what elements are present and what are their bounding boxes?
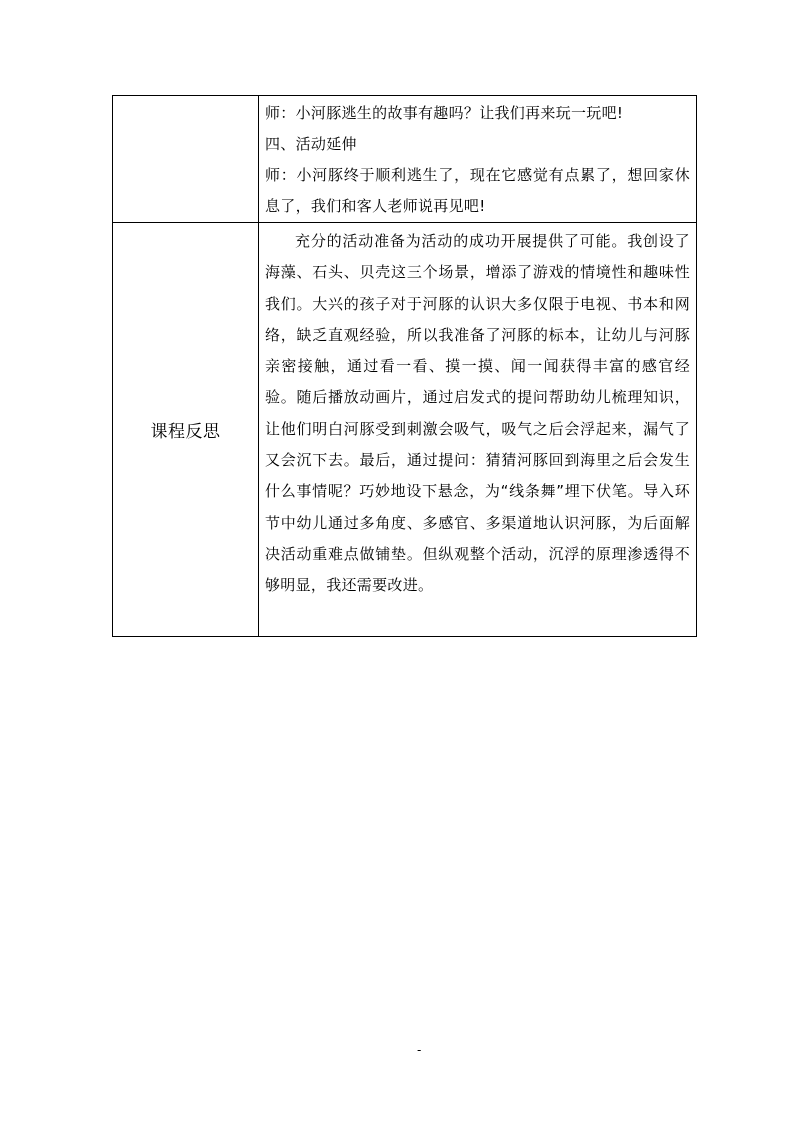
reflection-content-cell	[259, 223, 697, 637]
continuation-label-cell	[113, 96, 259, 223]
lesson-plan-table	[112, 95, 697, 637]
table-row-reflection	[113, 223, 697, 637]
teacher-line-1: 师：小河豚逃生的故事有趣吗？让我们再来玩一玩吧!	[265, 104, 624, 122]
teacher-line-2: 师：小河豚终于顺利逃生了，现在它感觉有点累了，想回家休息了，我们和客人老师说再见吧!	[265, 166, 690, 215]
reflection-paragraph: 充分的活动准备为活动的成功开展提供了可能。我创设了海藻、石头、贝壳这三个场景，增添了游戏的情境性和趣味性我们。大兴的孩子对于河豚的认识大多仅限于电视、书本和网络，缺乏直观经验，所以我准备了河豚的标本，让幼儿与河豚亲密接触，通过看一看、摸一摸、闻一闻获得丰富的感官经验。随后播放动画片，通过启发式的提问帮助幼儿梳理知识，让他们明白河豚受到刺激会吸气，吸气之后会浮起来，漏气了又会沉下去。最后，通过提问：猜猜河豚回到海里之后会发生什么事情呢？巧妙地设下悬念，为“线条舞”埋下伏笔。导入环节中幼儿通过多角度、多感官、多渠道地认识河豚，为后面解决活动重难点做铺垫。但纵观整个活动，沉浮的原理渗透得不够明显，我还需要改进。	[265, 232, 690, 595]
section-heading-activity-extension: 四、活动延伸	[265, 135, 357, 153]
reflection-label: 课程反思	[113, 223, 259, 637]
table-row-continuation	[113, 96, 697, 223]
continuation-content-cell	[259, 96, 697, 223]
page-footer-mark: -	[417, 1043, 422, 1057]
